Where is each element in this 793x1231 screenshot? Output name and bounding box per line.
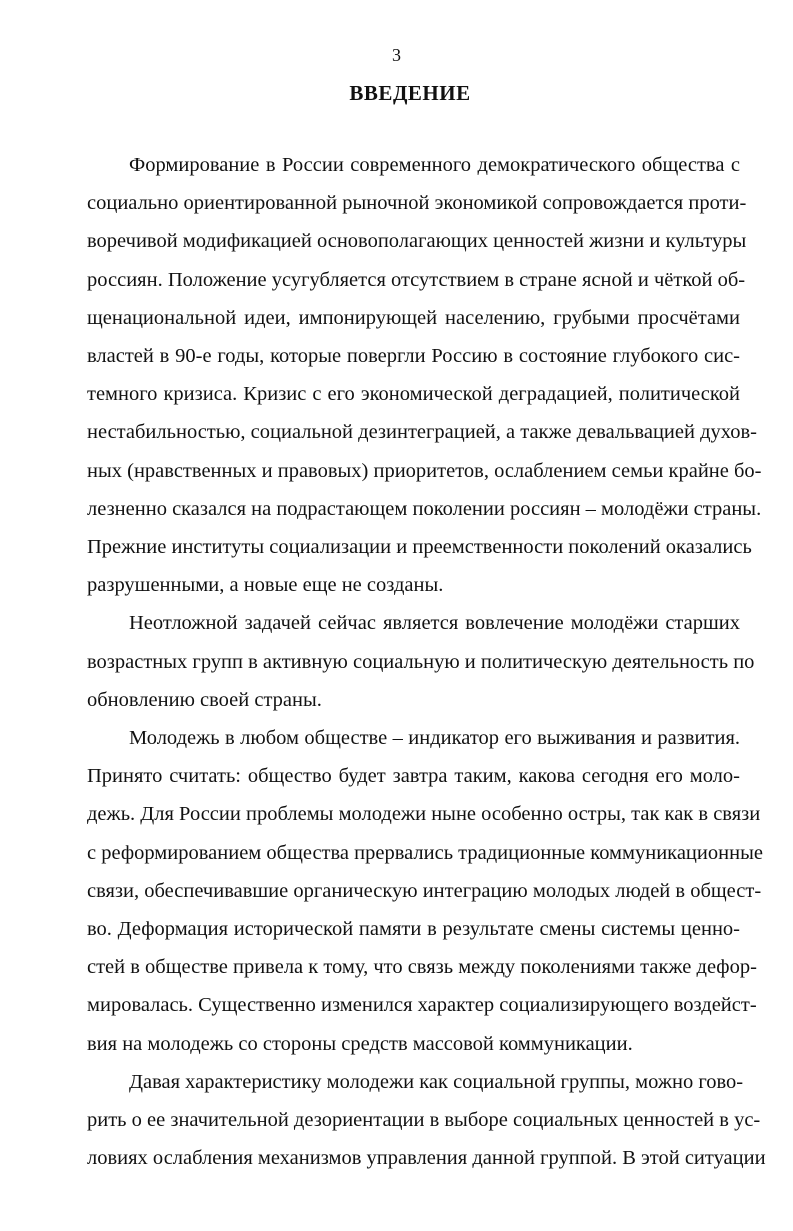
text-line: воречивой модификацией основополагающих ценностей жизни и культуры [87,230,747,253]
section-heading: ВВЕДЕНИЕ [349,81,471,105]
paragraph-1 [87,146,762,604]
page-number: 3 [392,45,401,65]
text-line: разрушенными, а новые еще не созданы. [87,574,444,597]
text-line: социально ориентированной рыночной экономикой сопровождается проти- [87,192,747,215]
text-line: обновлению своей страны. [87,688,322,711]
text-line: возрастных групп в активную социальную и политическую деятельность по [87,650,755,673]
text-line: ловиях ослабления механизмов управления данной группой. В этой ситуации [87,1147,766,1170]
text-line: дежь. Для России проблемы молодежи ныне особенно остры, так как в связи [87,803,761,826]
text-line: связи, обеспечивавшие органическую интеграцию молодых людей в общест- [87,879,762,902]
text-line: темного кризиса. Кризис с его экономической деградацией, политической [87,383,740,406]
text-line: стей в обществе привела к тому, что связь между поколениями также дефор- [87,956,757,979]
text-line: Молодежь в любом обществе – индикатор его выживания и развития. [129,727,740,750]
text-line: во. Деформация исторической памяти в результате смены системы ценно- [87,918,740,941]
paragraph-3 [87,719,763,1063]
paragraph-4 [87,1063,766,1178]
text-line: с реформированием общества прервались традиционные коммуникационные [87,841,763,864]
text-line: нестабильностью, социальной дезинтеграцией, а также девальвацией духов- [87,421,757,444]
text-line: Неотложной задачей сейчас является вовлечение молодёжи старших [129,612,740,635]
text-line: Формирование в России современного демократического общества с [129,154,740,176]
text-line: властей в 90-е годы, которые повергли Россию в состояние глубокого сис- [87,345,740,368]
text-line: россиян. Положение усугубляется отсутствием в стране ясной и чёткой об- [87,268,746,291]
text-line: рить о ее значительной дезориентации в выборе социальных ценностей в ус- [87,1109,761,1132]
text-line: вия на молодежь со стороны средств массовой коммуникации. [87,1032,633,1055]
text-line: мировалась. Существенно изменился характер социализирующего воздейст- [87,994,757,1017]
text-line: Давая характеристику молодежи как социальной группы, можно гово- [129,1070,744,1093]
text-line: лезненно сказался на подрастающем поколении россиян – молодёжи страны. [87,497,762,520]
text-line: Принято считать: общество будет завтра таким, какова сегодня его моло- [87,765,740,788]
paragraph-2 [87,604,755,719]
text-line: ных (нравственных и правовых) приоритетов, ослаблением семьи крайне бо- [87,459,762,482]
text-line: Прежние институты социализации и преемственности поколений оказались [87,536,752,559]
text-line: щенациональной идеи, импонирующей населению, грубыми просчётами [87,306,740,329]
body-text [87,146,766,1177]
